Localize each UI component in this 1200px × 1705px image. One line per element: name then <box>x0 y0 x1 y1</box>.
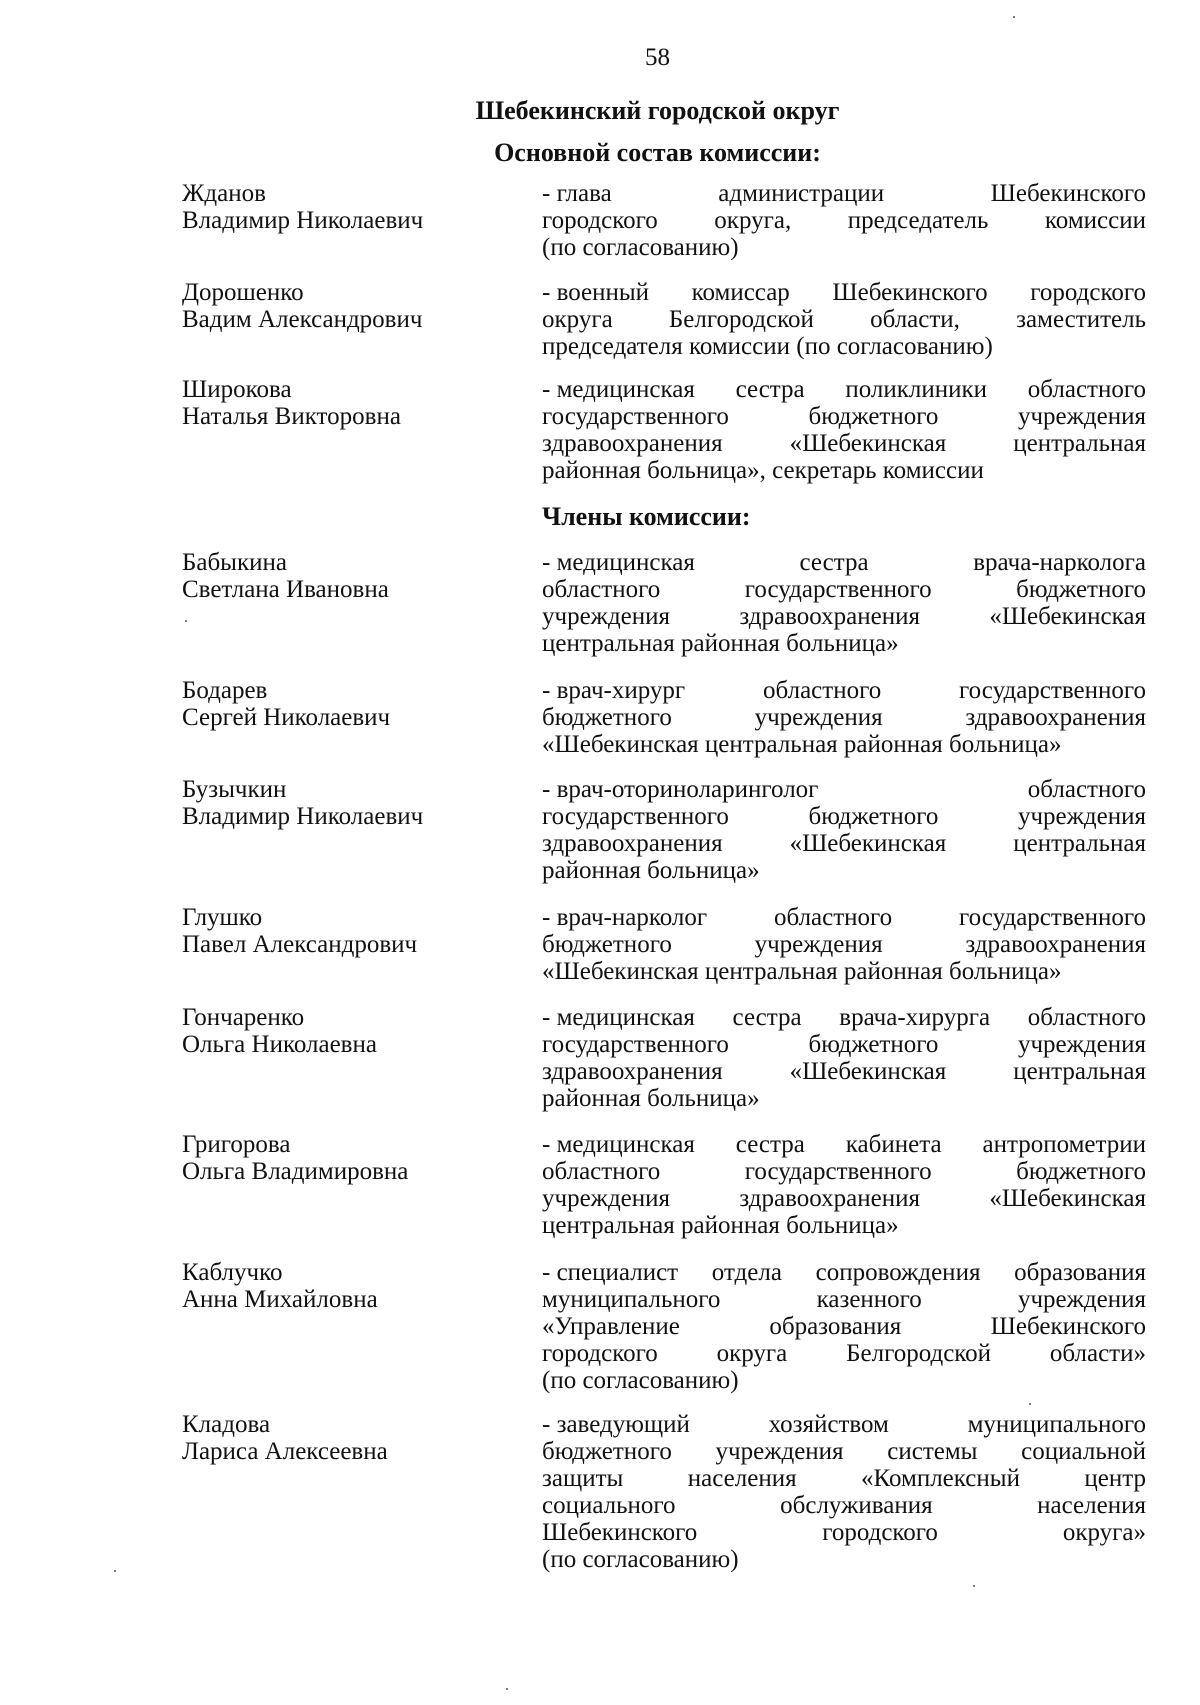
role-word: областного <box>542 576 661 603</box>
role-word: - врач-нарколог <box>542 904 708 931</box>
role-word: (по согласованию) <box>542 234 739 261</box>
member-role <box>542 1259 1146 1394</box>
member-given-names: Ольга Николаевна <box>182 1031 377 1058</box>
role-line <box>542 376 1146 403</box>
member-given-names: Владимир Николаевич <box>182 803 424 830</box>
role-word: здравоохранения <box>542 1058 723 1085</box>
members-section-title: Члены комиссии: <box>542 502 751 531</box>
role-word: заместитель <box>1016 306 1146 333</box>
member-surname: Жданов <box>182 180 266 207</box>
district-title: Шебекинский городской округ <box>475 96 840 125</box>
role-line <box>542 931 1146 958</box>
member-surname: Дорошенко <box>182 279 304 306</box>
role-word: «Шебекинская <box>989 1185 1146 1212</box>
role-line <box>542 279 1146 306</box>
member-name <box>182 1131 512 1185</box>
member-given-names: Сергей Николаевич <box>182 704 391 731</box>
role-word: администрации <box>718 180 885 207</box>
role-line <box>542 1158 1146 1185</box>
role-word: учреждения <box>1017 403 1146 430</box>
scan-speck <box>185 620 187 622</box>
role-word: центральная <box>1013 430 1146 457</box>
member-surname: Широкова <box>182 376 292 403</box>
member-name <box>182 1004 512 1058</box>
role-line <box>542 1411 1146 1438</box>
member-given-names: Вадим Александрович <box>182 306 423 333</box>
role-word: - специалист <box>542 1259 679 1286</box>
role-word: хозяйством <box>768 1411 889 1438</box>
role-word: округа» <box>1062 1519 1146 1546</box>
role-line <box>542 1212 1146 1239</box>
role-word: областного <box>1027 776 1146 803</box>
role-word: населения <box>1037 1492 1146 1519</box>
member-given-names: Павел Александрович <box>182 931 418 958</box>
role-word: антропометрии <box>982 1131 1146 1158</box>
role-line <box>542 1031 1146 1058</box>
role-word: районная больница», секретарь комиссии <box>542 457 984 484</box>
role-word: системы <box>887 1438 978 1465</box>
role-word: учреждения <box>542 603 671 630</box>
role-word: государственного <box>744 1158 932 1185</box>
role-word: отдела <box>711 1259 782 1286</box>
role-line <box>542 333 1146 360</box>
member-role <box>542 1411 1146 1573</box>
role-word: бюджетного <box>542 1438 672 1465</box>
member-given-names: Владимир Николаевич <box>182 207 424 234</box>
role-word: муниципального <box>542 1286 721 1313</box>
role-word: - заведующий <box>542 1411 690 1438</box>
role-word: «Шебекинская <box>989 603 1146 630</box>
member-role <box>542 1131 1146 1239</box>
role-word: центральная <box>1013 1058 1146 1085</box>
role-word: сестра <box>735 376 805 403</box>
role-line <box>542 1286 1146 1313</box>
main-section-title: Основной состав комиссии: <box>494 138 821 167</box>
member-surname: Бузычкин <box>182 776 287 803</box>
role-line <box>542 207 1146 234</box>
role-word: «Шебекинская центральная районная больница» <box>542 958 1062 985</box>
role-word: здравоохранения <box>965 704 1146 731</box>
role-word: сестра <box>799 549 869 576</box>
role-line <box>542 1367 1146 1394</box>
role-word: центральная районная больница» <box>542 630 899 657</box>
role-word: округа, <box>714 207 792 234</box>
member-given-names: Анна Михайловна <box>182 1286 378 1313</box>
role-word: здравоохранения <box>965 931 1146 958</box>
role-word: кабинета <box>845 1131 942 1158</box>
role-word: «Шебекинская <box>789 430 947 457</box>
page-number: 58 <box>645 44 670 71</box>
role-line <box>542 549 1146 576</box>
role-line <box>542 776 1146 803</box>
role-line <box>542 1519 1146 1546</box>
role-word: сестра <box>732 1004 802 1031</box>
role-line <box>542 403 1146 430</box>
role-word: Белгородской <box>668 306 814 333</box>
role-word: Шебекинского <box>832 279 988 306</box>
member-role <box>542 1004 1146 1112</box>
role-word: - медицинская <box>542 549 695 576</box>
role-line <box>542 1340 1146 1367</box>
role-word: - врач-оториноларинголог <box>542 776 819 803</box>
member-surname: Бодарев <box>182 677 268 704</box>
role-word: здравоохранения <box>739 603 920 630</box>
role-word: бюджетного <box>808 403 939 430</box>
member-role <box>542 549 1146 657</box>
member-given-names: Наталья Викторовна <box>182 403 401 430</box>
member-name <box>182 279 512 333</box>
role-word: бюджетного <box>1016 576 1146 603</box>
role-line <box>542 1438 1146 1465</box>
role-word: - медицинская <box>542 1004 695 1031</box>
role-line <box>542 1058 1146 1085</box>
scan-speck <box>1013 16 1015 18</box>
role-word: - медицинская <box>542 376 695 403</box>
role-word: учреждения <box>1017 803 1146 830</box>
role-line <box>542 704 1146 731</box>
role-word: Белгородской <box>846 1340 992 1367</box>
role-word: районная больница» <box>542 1085 760 1112</box>
role-word: «Шебекинская <box>789 830 947 857</box>
role-line <box>542 904 1146 931</box>
member-name <box>182 1411 512 1465</box>
role-word: городского <box>1030 279 1146 306</box>
role-word: областного <box>763 677 882 704</box>
role-word: «Шебекинская <box>789 1058 947 1085</box>
role-word: бюджетного <box>542 704 672 731</box>
scan-speck <box>1029 1403 1031 1405</box>
member-role <box>542 376 1146 484</box>
role-word: Шебекинского <box>990 1313 1146 1340</box>
role-line <box>542 958 1146 985</box>
role-word: поликлиники <box>845 376 988 403</box>
role-word: области, <box>870 306 960 333</box>
role-line <box>542 180 1146 207</box>
role-line <box>542 1259 1146 1286</box>
role-line <box>542 1492 1146 1519</box>
member-surname: Каблучко <box>182 1259 283 1286</box>
role-word: здравоохранения <box>542 830 723 857</box>
member-role <box>542 180 1146 261</box>
role-word: населения <box>687 1465 797 1492</box>
member-surname: Бабыкина <box>182 549 287 576</box>
member-role <box>542 677 1146 758</box>
role-line <box>542 630 1146 657</box>
role-word: городского <box>822 1519 938 1546</box>
role-word: «Комплексный <box>861 1465 1020 1492</box>
role-word: государственного <box>744 576 932 603</box>
role-word: округа <box>542 306 613 333</box>
role-line <box>542 457 1146 484</box>
role-word: учреждения <box>1017 1031 1146 1058</box>
role-word: городского <box>542 207 658 234</box>
role-word: областного <box>1027 376 1146 403</box>
role-line <box>542 603 1146 630</box>
role-line <box>542 1131 1146 1158</box>
role-word: областного <box>542 1158 661 1185</box>
member-name <box>182 180 512 234</box>
role-word: центр <box>1084 1465 1146 1492</box>
role-word: (по согласованию) <box>542 1546 739 1573</box>
member-surname: Глушко <box>182 904 263 931</box>
member-given-names: Светлана Ивановна <box>182 576 389 603</box>
role-word: комиссии <box>1044 207 1146 234</box>
role-word: городского <box>542 1340 658 1367</box>
role-word: сопровождения <box>815 1259 981 1286</box>
role-word: социального <box>542 1492 676 1519</box>
role-line <box>542 830 1146 857</box>
member-given-names: Лариса Алексеевна <box>182 1438 388 1465</box>
role-word: образования <box>769 1313 902 1340</box>
role-word: обслуживания <box>780 1492 933 1519</box>
role-word: здравоохранения <box>739 1185 920 1212</box>
role-line <box>542 1546 1146 1573</box>
member-name <box>182 776 512 830</box>
role-word: комиссар <box>691 279 790 306</box>
role-word: председатель <box>847 207 989 234</box>
role-word: районная больница» <box>542 857 760 884</box>
role-line <box>542 857 1146 884</box>
role-line <box>542 677 1146 704</box>
role-word: государственного <box>542 1031 729 1058</box>
role-word: учреждения <box>542 1185 671 1212</box>
member-given-names: Ольга Владимировна <box>182 1158 409 1185</box>
role-word: областного <box>773 904 893 931</box>
role-word: (по согласованию) <box>542 1367 739 1394</box>
role-line <box>542 1085 1146 1112</box>
member-role <box>542 904 1146 985</box>
role-word: здравоохранения <box>542 430 723 457</box>
role-word: учреждения <box>754 931 883 958</box>
role-word: государственного <box>959 677 1146 704</box>
role-word: - глава <box>542 180 612 207</box>
role-line <box>542 576 1146 603</box>
role-word: государственного <box>959 904 1146 931</box>
role-line <box>542 1313 1146 1340</box>
member-name <box>182 677 512 731</box>
role-word: муниципального <box>967 1411 1146 1438</box>
role-line <box>542 234 1146 261</box>
role-word: защиты <box>542 1465 624 1492</box>
scan-speck <box>973 1585 975 1587</box>
member-surname: Григорова <box>182 1131 291 1158</box>
role-word: центральная <box>1013 830 1146 857</box>
scan-speck <box>114 1570 116 1572</box>
role-line <box>542 731 1146 758</box>
role-word: центральная районная больница» <box>542 1212 899 1239</box>
role-word: бюджетного <box>808 803 939 830</box>
role-word: «Шебекинская центральная районная больница» <box>542 731 1062 758</box>
scan-speck <box>506 1688 508 1690</box>
role-word: Шебекинского <box>990 180 1146 207</box>
role-word: областного <box>1027 1004 1146 1031</box>
role-word: сестра <box>735 1131 805 1158</box>
role-line <box>542 803 1146 830</box>
role-line <box>542 430 1146 457</box>
role-word: учреждения <box>1017 1286 1146 1313</box>
role-word: - медицинская <box>542 1131 695 1158</box>
role-word: казенного <box>816 1286 922 1313</box>
role-word: бюджетного <box>1016 1158 1146 1185</box>
role-word: - врач-хирург <box>542 677 686 704</box>
member-name <box>182 1259 512 1313</box>
member-name <box>182 904 512 958</box>
role-word: бюджетного <box>808 1031 939 1058</box>
role-word: врача-хирурга <box>839 1004 991 1031</box>
member-role <box>542 279 1146 360</box>
role-word: области» <box>1049 1340 1146 1367</box>
member-name <box>182 376 512 430</box>
member-surname: Гончаренко <box>182 1004 305 1031</box>
role-word: «Управление <box>542 1313 680 1340</box>
role-word: социальной <box>1021 1438 1146 1465</box>
role-word: врача-нарколога <box>973 549 1146 576</box>
role-word: округа <box>716 1340 788 1367</box>
role-word: председателя комиссии (по согласованию) <box>542 333 993 360</box>
role-word: образования <box>1014 1259 1146 1286</box>
role-line <box>542 1185 1146 1212</box>
role-word: Шебекинского <box>542 1519 698 1546</box>
role-word: учреждения <box>715 1438 844 1465</box>
role-word: бюджетного <box>542 931 672 958</box>
role-word: государственного <box>542 803 729 830</box>
member-name <box>182 549 512 603</box>
role-line <box>542 1465 1146 1492</box>
role-line <box>542 306 1146 333</box>
role-word: учреждения <box>754 704 883 731</box>
member-role <box>542 776 1146 884</box>
role-word: государственного <box>542 403 729 430</box>
role-word: - военный <box>542 279 650 306</box>
role-line <box>542 1004 1146 1031</box>
member-surname: Кладова <box>182 1411 271 1438</box>
